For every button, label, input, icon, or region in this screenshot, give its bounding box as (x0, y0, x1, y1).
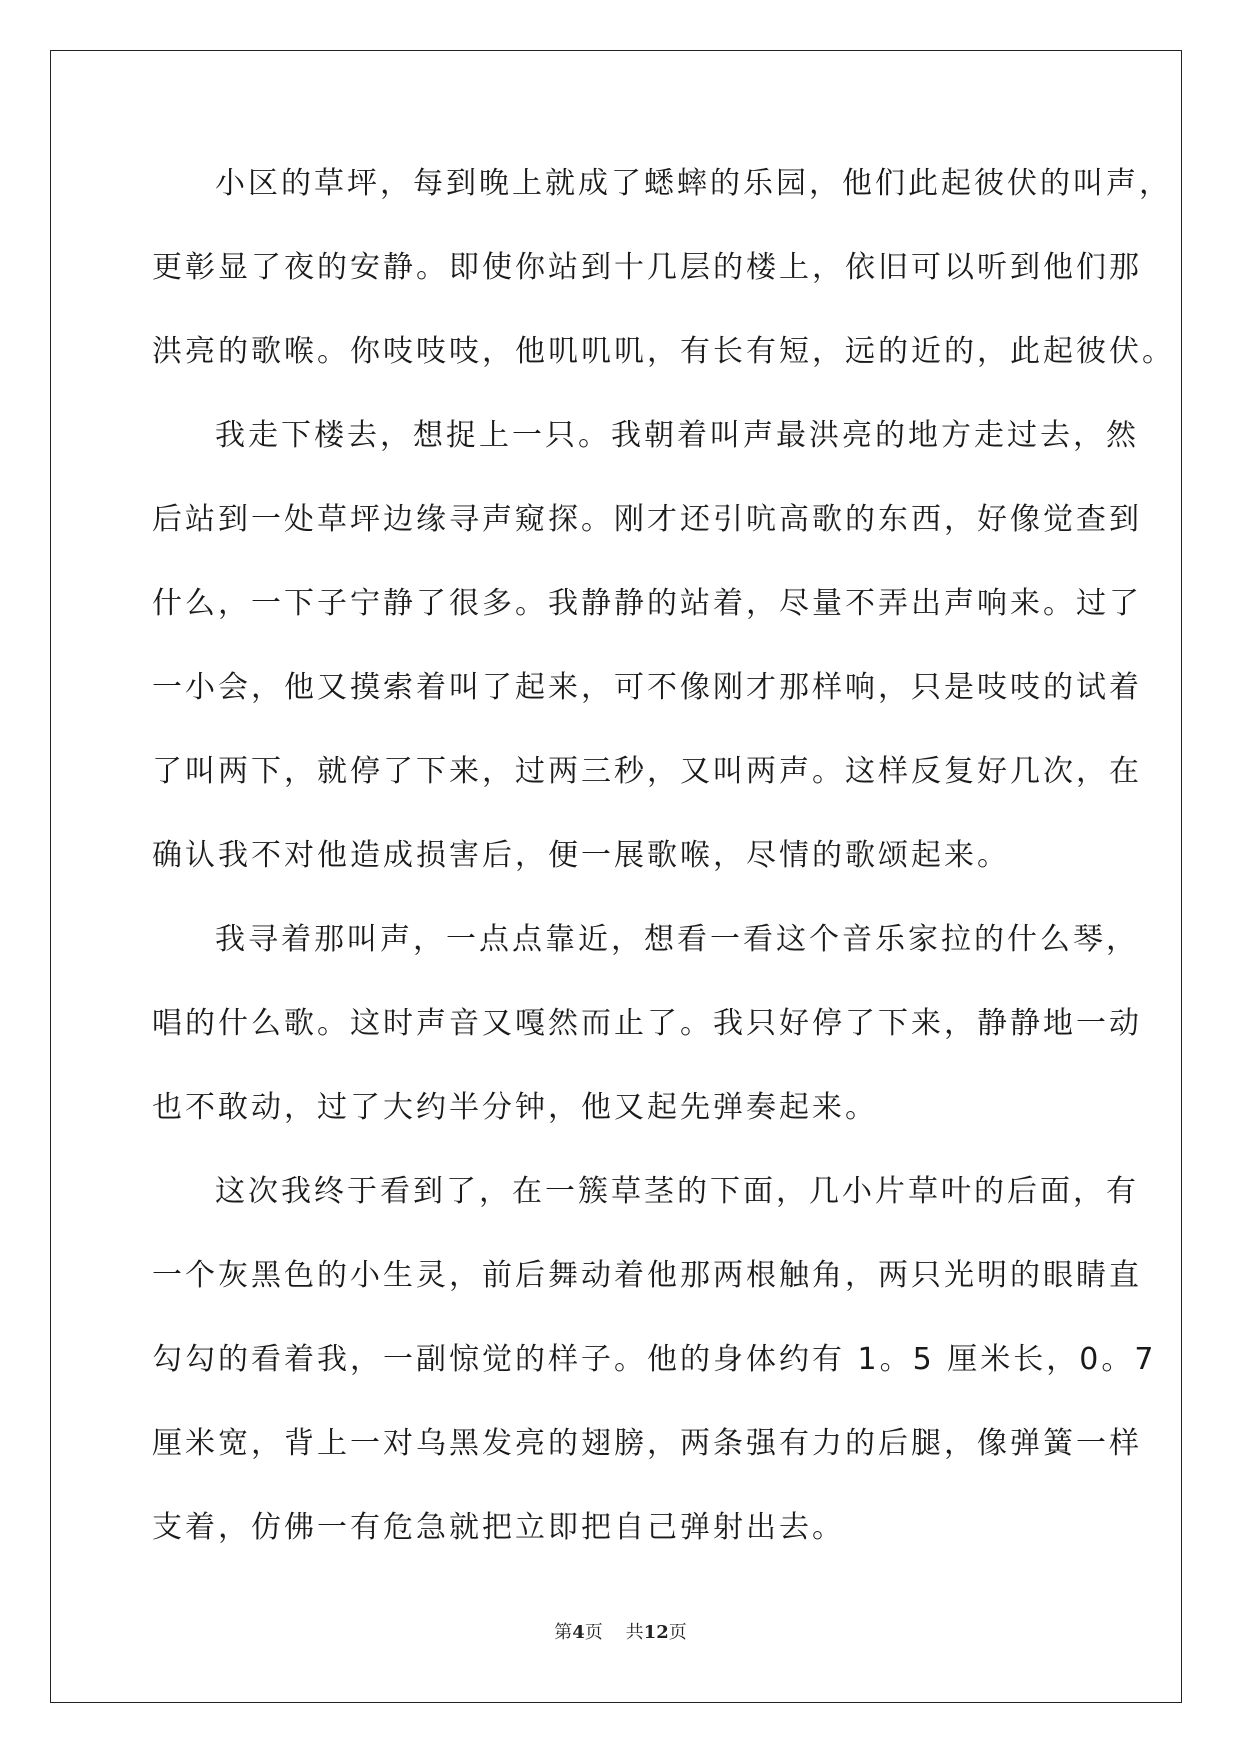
page-prefix: 第 (554, 1622, 573, 1643)
text-line: 支着，仿佛一有危急就把立即把自己弹射出去。 (152, 1510, 845, 1545)
text-line: 确认我不对他造成损害后，便一展歌喉，尽情的歌颂起来。 (152, 838, 1010, 873)
text-line: 小区的草坪，每到晚上就成了蟋蟀的乐园，他们此起彼伏的叫声， (215, 166, 1172, 201)
page-footer (0, 1618, 1241, 1644)
text-line: 这次我终于看到了，在一簇草茎的下面，几小片草叶的后面，有 (215, 1174, 1139, 1209)
text-line: 唱的什么歌。这时声音又嘎然而止了。我只好停了下来，静静地一动 (152, 1006, 1142, 1041)
text-line: 后站到一处草坪边缘寻声窥探。刚才还引吭高歌的东西，好像觉查到 (152, 502, 1142, 537)
text-line: 更彰显了夜的安静。即使你站到十几层的楼上，依旧可以听到他们那 (152, 250, 1142, 285)
page-suffix: 页 (584, 1622, 603, 1643)
text-line: 一个灰黑色的小生灵，前后舞动着他那两根触角，两只光明的眼睛直 (152, 1258, 1142, 1293)
current-page-number: 4 (572, 1622, 585, 1643)
total-prefix: 共 (625, 1622, 644, 1643)
text-line: 我走下楼去，想捉上一只。我朝着叫声最洪亮的地方走过去，然 (215, 418, 1139, 453)
total-page-number: 12 (643, 1622, 669, 1643)
text-line: 也不敢动，过了大约半分钟，他又起先弹奏起来。 (152, 1090, 878, 1125)
text-line: 我寻着那叫声，一点点靠近，想看一看这个音乐家拉的什么琴， (215, 922, 1139, 957)
text-line: 了叫两下，就停了下来，过两三秒，又叫两声。这样反复好几次，在 (152, 754, 1142, 789)
text-line: 什么，一下子宁静了很多。我静静的站着，尽量不弄出声响来。过了 (152, 586, 1142, 621)
document-body (152, 162, 1175, 1590)
text-line: 勾勾的看着我，一副惊觉的样子。他的身体约有 1。5 厘米长，0。7 (152, 1342, 1157, 1377)
total-suffix: 页 (668, 1622, 687, 1643)
text-line: 厘米宽，背上一对乌黑发亮的翅膀，两条强有力的后腿，像弹簧一样 (152, 1426, 1142, 1461)
text-line: 洪亮的歌喉。你吱吱吱，他叽叽叽，有长有短，远的近的，此起彼伏。 (152, 334, 1175, 369)
text-line: 一小会，他又摸索着叫了起来，可不像刚才那样响，只是吱吱的试着 (152, 670, 1142, 705)
